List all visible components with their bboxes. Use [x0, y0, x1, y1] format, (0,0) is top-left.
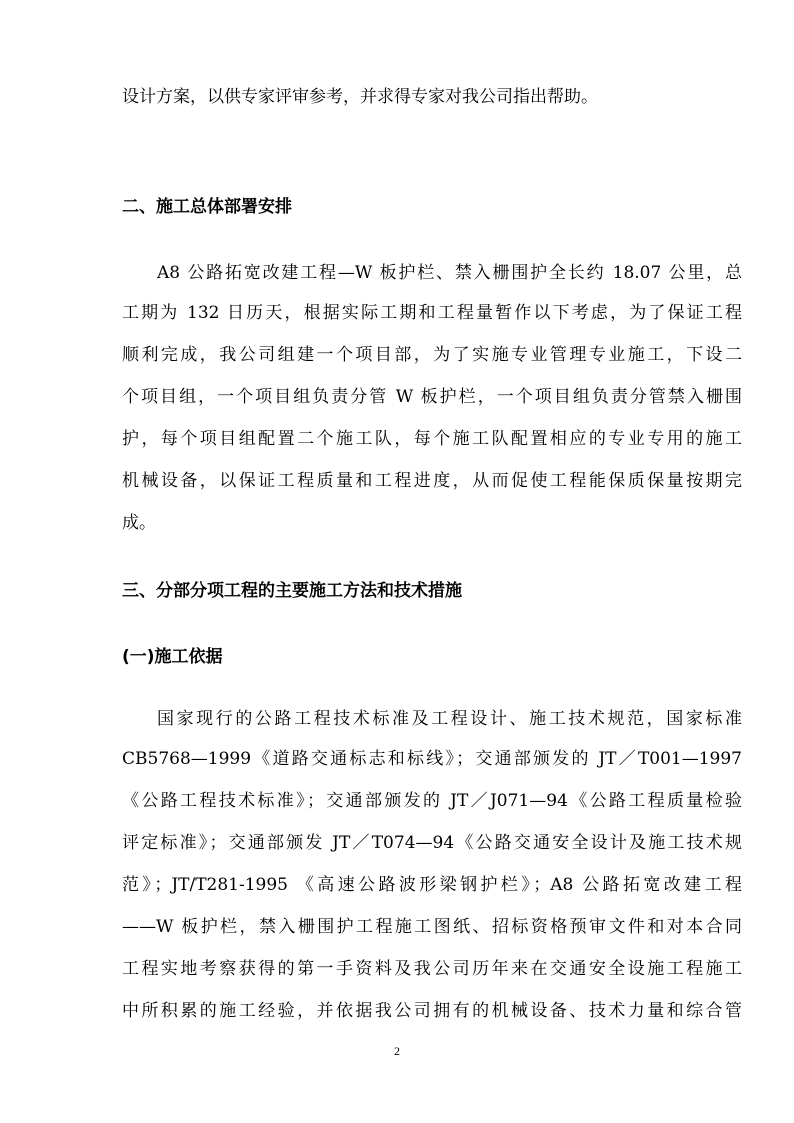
- intro-continuation-line: 设计方案，以供专家评审参考，并求得专家对我公司指出帮助。: [122, 87, 598, 107]
- paragraph-line: 《公路工程技术标准》；交通部颁发的 JT／J071—94《公路工程质量检验: [122, 791, 742, 811]
- page-number: 2: [394, 1044, 400, 1058]
- paragraph-line: 评定标准》；交通部颁发 JT／T074—94《公路交通安全设计及施工技术规: [122, 833, 742, 853]
- paragraph-line: 工程实地考察获得的第一手资料及我公司历年来在交通安全设施工程施工: [122, 959, 742, 979]
- section3-subheading: (一)施工依据: [122, 647, 223, 667]
- paragraph-line: 机械设备，以保证工程质量和工程进度，从而促使工程能保质保量按期完: [122, 471, 742, 491]
- paragraph-line: 顺利完成，我公司组建一个项目部，为了实施专业管理专业施工，下设二: [122, 345, 742, 365]
- paragraph-line: 护，每个项目组配置二个施工队，每个施工队配置相应的专业专用的施工: [122, 429, 742, 449]
- paragraph-line: ——W 板护栏，禁入栅围护工程施工图纸、招标资格预审文件和对本合同: [122, 917, 742, 937]
- paragraph-line: CB5768—1999《道路交通标志和标线》；交通部颁发的 JT／T001—1997: [122, 749, 742, 769]
- paragraph-line: 范》；JT/T281-1995 《高速公路波形梁钢护栏》；A8 公路拓宽改建工程: [122, 875, 742, 895]
- paragraph-line: 国家现行的公路工程技术标准及工程设计、施工技术规范，国家标准: [157, 709, 742, 729]
- section2-heading: 二、施工总体部署安排: [122, 197, 292, 217]
- paragraph-line: 个项目组，一个项目组负责分管 W 板护栏，一个项目组负责分管禁入栅围: [122, 387, 742, 407]
- paragraph-line: A8 公路拓宽改建工程—W 板护栏、禁入栅围护全长约 18.07 公里，总: [157, 263, 742, 283]
- paragraph-line: 中所积累的施工经验，并依据我公司拥有的机械设备、技术力量和综合管: [122, 1001, 742, 1021]
- paragraph-line: 工期为 132 日历天，根据实际工期和工程量暂作以下考虑，为了保证工程: [122, 303, 742, 323]
- paragraph-line: 成。: [122, 513, 156, 533]
- section3-heading: 三、分部分项工程的主要施工方法和技术措施: [122, 581, 462, 601]
